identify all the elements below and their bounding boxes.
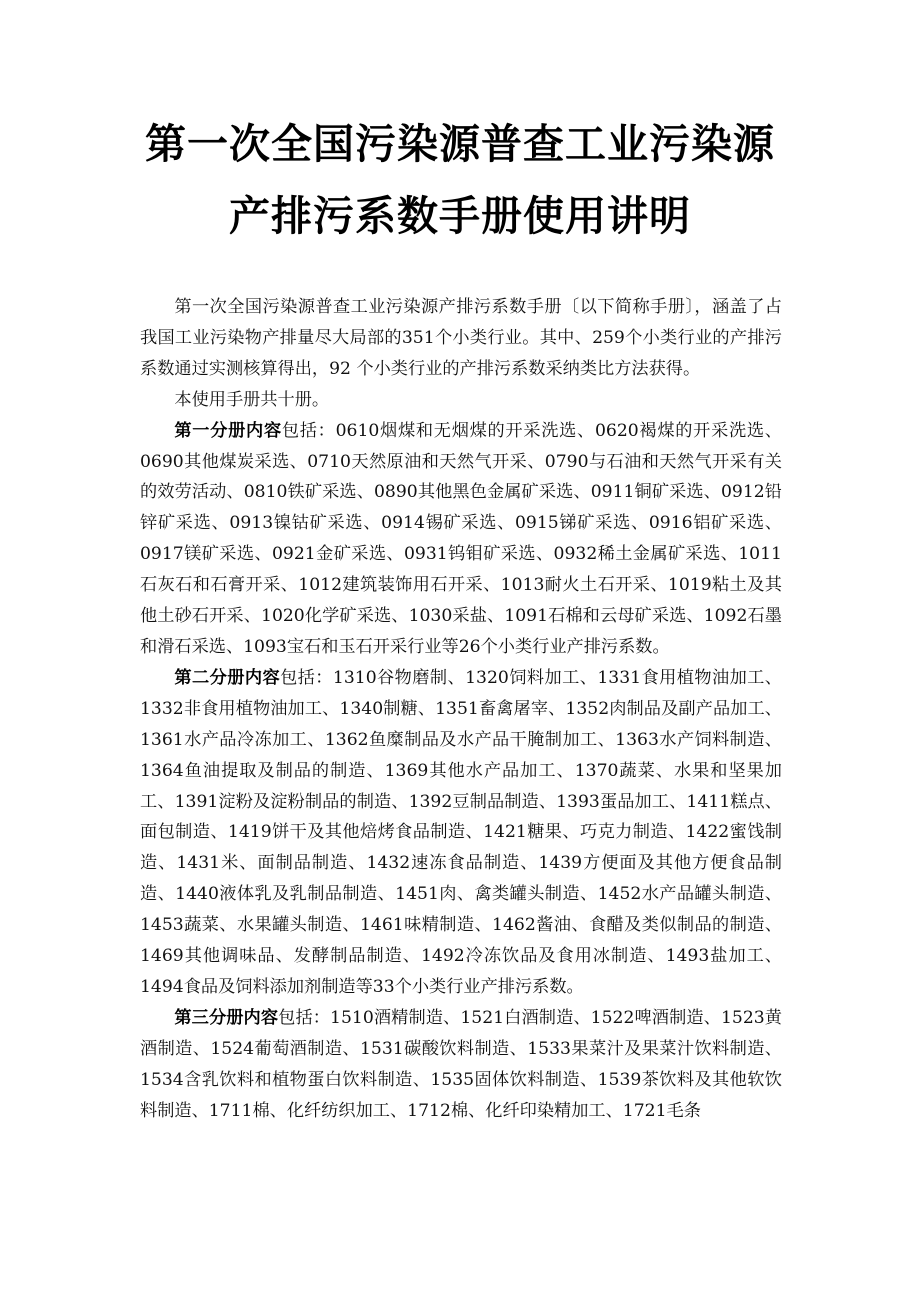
volume-3-text: 包括：1510酒精制造、1521白酒制造、1522啤酒制造、1523黄酒制造、1524葡萄酒制造、1531碳酸饮料制造、1533果菜汁及果菜汁饮料制造、1534含乳饮料和植物蛋白饮料制造、1535固体饮料制造、1539茶饮料及其他软饮料制造、1711棉、化纤纺织加工、1712棉、化纤印染精加工、1721毛条 [140,1007,782,1121]
title-line-2: 产排污系数手册使用讲明 [229,192,691,240]
volume-1-text: 包括：0610烟煤和无烟煤的开采洗选、0620褐煤的开采洗选、0690其他煤炭采选、0710天然原油和天然气开采、0790与石油和天然气开采有关的效劳活动、0810铁矿采选、0890其他黑色金属矿采选、0911铜矿采选、0912铅锌矿采选、0913镍钴矿采选、0914锡矿采选、0915锑矿采选、0916铝矿采选、0917镁矿采选、0921金矿采选、0931钨钼矿采选、0932稀土金属矿采选、1011石灰石和石膏开采、1012建筑装饰用石开采、1013耐火土石开采、1019粘土及其他土砂石开采、1020化学矿采选、1030采盐、1091石棉和云母矿采选、1092石墨和滑石采选、1093宝石和玉石开采行业等26个小类行业产排污系数。 [140,420,782,657]
document-body [140,292,782,1126]
volume-2-paragraph [140,663,782,1003]
volume-2-text: 包括：1310谷物磨制、1320饲料加工、1331食用植物油加工、1332非食用植物油加工、1340制糖、1351畜禽屠宰、1352肉制品及副产品加工、1361水产品冷冻加工、1362鱼糜制品及水产品干腌制加工、1363水产饲料制造、1364鱼油提取及制品的制造、1369其他水产品加工、1370蔬菜、水果和坚果加工、1391淀粉及淀粉制品的制造、1392豆制品制造、1393蛋品加工、1411糕点、面包制造、1419饼干及其他焙烤食品制造、1421糖果、巧克力制造、1422蜜饯制造、1431米、面制品制造、1432速冻食品制造、1439方便面及其他方便食品制造、1440液体乳及乳制品制造、1451肉、禽类罐头制造、1452水产品罐头制造、1453蔬菜、水果罐头制造、1461味精制造、1462酱油、食醋及类似制品的制造、1469其他调味品、发酵制品制造、1492冷冻饮品及食用冰制造、1493盐加工、1494食品及饲料添加剂制造等33个小类行业产排污系数。 [140,667,782,997]
intro-paragraph: 第一次全国污染源普查工业污染源产排污系数手册〔以下简称手册〕，涵盖了占我国工业污染物产排量尽大局部的351个小类行业。其中、259个小类行业的产排污系数通过实测核算得出，92 个小类行业的产排污系数采纳类比方法获得。 [140,297,782,379]
volume-1-label: 第一分册内容 [174,420,282,441]
volume-3-label: 第三分册内容 [174,1007,279,1028]
title-line-1: 第一次全国污染源普查工业污染源 [145,120,775,168]
volume-1-paragraph [140,416,782,663]
document-title [0,108,920,252]
volume-3-paragraph [140,1003,782,1127]
volume-count-paragraph: 本使用手册共十册。 [174,389,330,410]
volume-2-label: 第二分册内容 [174,667,281,688]
